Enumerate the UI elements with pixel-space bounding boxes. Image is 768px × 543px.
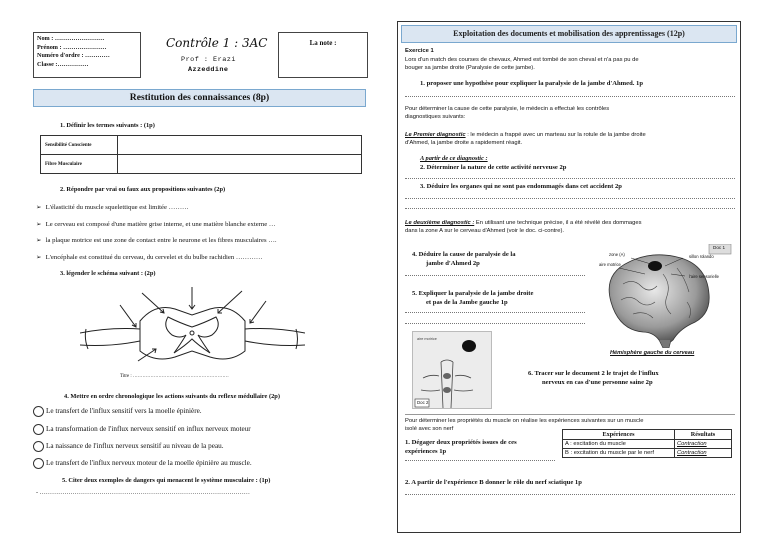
spinal-pathway-illustration [413,332,493,410]
order-circle[interactable] [33,458,44,469]
experiment-cell: B : excitation du muscle par le nerf [563,449,675,458]
column-header: Expériences [563,430,675,440]
table-row [41,155,362,174]
action-item[interactable]: La naissance de l'influx nerveux sensitif au niveau de la peau. [33,441,224,452]
brain-caption: Hémisphère gauche du cerveau [610,350,695,356]
second-diagnosis: Le deuxième diagnostic : En utilisant une technique précise, il a été révélé des dommages dans la zone A sur le cerveau d'Ahmed (voir le doc. ci-contre). [405,220,642,234]
right-question-3: 3. Déduire les organes qui ne sont pas endommagés dans cet accident 2p [420,183,622,190]
definition-answer-cell[interactable] [118,155,362,174]
student-info-box [33,32,141,78]
right-question-4: 4. Déduire la cause de paralysie de la jambe d'Ahmed 2p [412,251,516,267]
class-field[interactable]: Classe :…………… [37,60,89,68]
arrow-bullet-icon: ➢ [36,221,42,228]
answer-line[interactable] [405,208,735,209]
action-item[interactable]: La transformation de l'influx nerveux sensitif en influx nerveux moteur [33,424,251,435]
brain-illustration [593,244,735,348]
table-row [41,136,362,155]
muscle-experiment-intro: Pour déterminer les propriétés du muscle on réalise les expériences suivantes sur un muscle isolé avec son nerf [405,418,644,432]
action-item[interactable]: Le transfert de l'influx nerveux moteur de la moelle épinière au muscle. [33,458,252,469]
answer-line[interactable] [405,460,555,461]
order-circle[interactable] [33,406,44,417]
question-5: 5. Citer deux exemples de dangers qui menacent le système musculaire : (1p) [62,477,271,484]
order-number-field[interactable]: Numéro d'ordre : ………… [37,52,110,60]
table-header-row [563,430,732,440]
brain-label: aire motrice [599,262,621,267]
name-field[interactable]: Nom : …………………… [37,35,105,42]
brain-label: zone (A) [609,252,625,257]
table-row [563,440,732,449]
answer-line[interactable] [405,198,735,199]
order-circle[interactable] [33,441,44,452]
answer-line[interactable] [405,178,735,179]
right-question-6: 6. Tracer sur le document 2 le trajet de l'influx nerveux en cas d'une personne saine 2p [528,370,659,386]
experiments-table [562,429,732,458]
section-banner-exploitation: Exploitation des documents et mobilisation des apprentissages (12p) [401,25,737,43]
proposition-item[interactable]: ➢ L'élasticité du muscle squelettique est limitée ……… [36,204,189,211]
question-1: 1. Définir les termes suivants : (1p) [60,122,155,129]
section-banner-restitution: Restitution des connaissances (8p) [33,89,366,107]
proposition-item[interactable]: ➢ la plaque motrice est une zone de contact entre le neurone et les fibres musculaires …. [36,237,277,244]
doc1-brain-figure [593,244,735,348]
from-diagnosis-heading: A partir de ce diagnostic : [420,155,488,162]
result-cell: Contraction [675,440,732,449]
arrow-bullet-icon: ➢ [36,204,42,211]
exercise-title: Exercice 1 [405,48,434,54]
right-question-5: 5. Expliquer la paralysie de la jambe droite et pas de la Jambe gauche 1p [412,290,534,306]
doc1-label: Doc 1 [713,245,726,250]
answer-line[interactable] [405,312,585,313]
definition-answer-cell[interactable] [118,136,362,155]
result-cell: Contraction [675,449,732,458]
table-row [563,449,732,458]
right-question-1: 1. proposer une hypothèse pour expliquer la paralysie de la jambe d'Ahmed. 1p [420,80,643,87]
intro-paragraph: Lors d'un match des courses de chevaux, Ahmed est tombé de son cheval et n'a pas pu de bouger sa jambe droite (Paralysie de cette jambe). [405,57,639,71]
divider [405,414,735,415]
spinal-cord-diagram [80,283,305,363]
answer-line[interactable] [405,323,585,324]
arrow-bullet-icon: ➢ [36,237,42,244]
experiment-cell: A : excitation du muscle [563,440,675,449]
answer-line[interactable] [405,494,735,495]
term-cell: Fibre Musculaire [41,155,118,174]
definitions-table [40,135,362,174]
brain-label: l'aire sensorielle [689,274,719,279]
action-item[interactable]: Le transfert de l'influx sensitif vers la moelle épinière. [33,406,202,417]
teacher-label: Prof : Erazi [181,56,236,64]
doc2-figure [412,331,492,409]
exam-title: Contrôle 1 : 3AC [166,36,268,50]
grade-label: La note : [309,39,337,47]
diagram-title-line[interactable]: Titre : …………………………………………………… [120,374,229,379]
proposition-item[interactable]: ➢ Le cerveau est composé d'une matière grise interne, et une matière blanche externe … [36,221,276,228]
teacher-name: Azzeddine [188,66,229,74]
order-circle[interactable] [33,424,44,435]
grade-box[interactable] [278,32,368,78]
question-3: 3. légender le schéma suivant : (2p) [60,270,156,277]
right-question-7: 1. Dégager deux propriétés issues de ces expériences 1p [405,439,517,455]
diagnosis-intro: Pour déterminer la cause de cette paralysie, le médecin a effectué les contrôles diagnostiques suivants: [405,106,610,120]
arrow-bullet-icon: ➢ [36,254,42,261]
column-header: Résultats [675,430,732,440]
question-4: 4. Mettre en ordre chronologique les actions suivants du reflexe médullaire (2p) [64,393,280,400]
right-question-8: 2. A partir de l'expérience B donner le rôle du nerf sciatique 1p [405,479,582,486]
right-question-2: 2. Déterminer la nature de cette activité nerveuse 2p [420,164,567,171]
answer-line[interactable] [405,275,585,276]
doc2-label: Doc 2 [417,400,429,405]
proposition-item[interactable]: ➢ L'encéphale est constitué du cerveau, du cervelet et du bulbe rachidien ………… [36,254,263,261]
question-2: 2. Répondre par vrai ou faux aux propositions suivantes (2p) [60,186,226,193]
answer-line[interactable] [405,96,735,97]
answer-line[interactable]: - ………………………………………………………………………………………… [36,489,250,496]
term-cell: Sensibilité Consciente [41,136,118,155]
first-diagnosis: Le Premier diagnostic : le médecin a frappé avec un marteau sur la rotule de la jambe droite d'Ahmed, la jambe droite a rapidement réagit. [405,132,646,146]
firstname-field[interactable]: Prénom : ………………… [37,43,107,51]
doc2-area-label: aire motrice [417,337,437,341]
brain-label: sillon rolando [689,254,714,259]
